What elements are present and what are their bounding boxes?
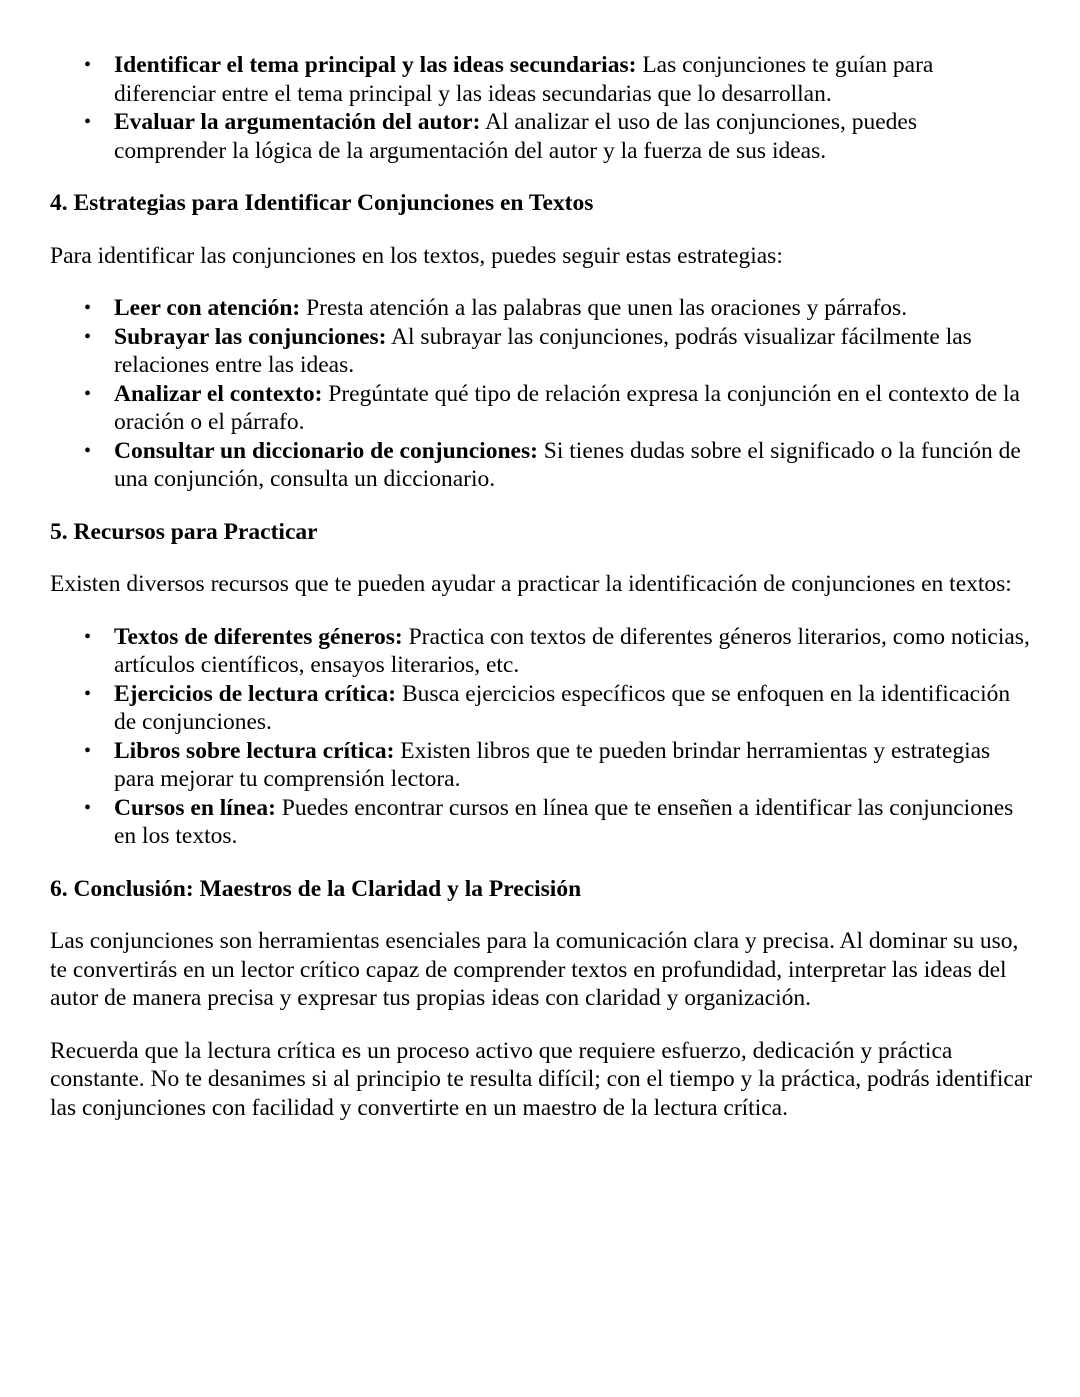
document-page	[50, 51, 1035, 1122]
section-5-intro: Existen diversos recursos que te pueden ayudar a practicar la identificación de conjunciones en textos:	[50, 571, 1012, 597]
list-item-text: Busca ejercicios específicos que se enfoquen en la identificación de conjunciones.	[114, 680, 1011, 735]
intro-bullet-list	[50, 51, 1035, 165]
list-item-term: Leer con atención:	[114, 295, 301, 321]
list-item	[114, 623, 1035, 680]
list-item-text: Al analizar el uso de las conjunciones, puedes comprender la lógica de la argumentación del autor y la fuerza de sus ideas.	[114, 109, 917, 164]
list-item-text: Pregúntate qué tipo de relación expresa la conjunción en el contexto de la oración o el párrafo.	[114, 380, 1020, 435]
section-6-heading: 6. Conclusión: Maestros de la Claridad y la Precisión	[50, 875, 582, 902]
list-item-term: Cursos en línea:	[114, 794, 276, 821]
list-item-term: Textos de diferentes géneros:	[114, 623, 403, 650]
list-item	[114, 323, 1035, 380]
list-item-term: Ejercicios de lectura crítica:	[114, 680, 397, 707]
list-item-text: Si tienes dudas sobre el significado o la función de una conjunción, consulta un diccionario.	[114, 437, 1021, 492]
list-item	[114, 680, 1035, 737]
list-item-term: Analizar el contexto:	[114, 380, 323, 407]
list-item	[114, 294, 1035, 323]
list-item-text: Las conjunciones te guían para diferenciar entre el tema principal y las ideas secundarias que lo desarrollan.	[114, 52, 934, 107]
list-item-term: Subrayar las conjunciones:	[114, 323, 387, 350]
list-item-text: Presta atención a las palabras que unen las oraciones y párrafos.	[300, 295, 908, 321]
section-5-heading: 5. Recursos para Practicar	[50, 518, 318, 545]
list-item	[114, 380, 1035, 437]
list-item	[114, 108, 1035, 165]
list-item-term: Identificar el tema principal y las ideas secundarias:	[114, 52, 637, 78]
list-item	[114, 437, 1035, 494]
list-item-term: Consultar un diccionario de conjunciones:	[114, 437, 538, 464]
section-4-intro: Para identificar las conjunciones en los textos, puedes seguir estas estrategias:	[50, 242, 783, 269]
list-item	[114, 737, 1035, 794]
list-item-text: Existen libros que te pueden brindar herramientas y estrategias para mejorar tu comprensión lectora.	[114, 737, 991, 792]
list-item	[114, 794, 1035, 851]
resources-list	[50, 623, 1035, 851]
list-item-text: Puedes encontrar cursos en línea que te enseñen a identificar las conjunciones en los textos.	[114, 794, 1014, 849]
list-item	[114, 51, 1035, 108]
conclusion-paragraph-1: Las conjunciones son herramientas esenciales para la comunicación clara y precisa. Al dominar su uso, te convertirás en un lector crítico capaz de comprender textos en profundidad, interpretar las ideas del autor de manera precisa y expresar tus propias ideas con claridad y organización.	[50, 928, 1019, 1011]
list-item-term: Evaluar la argumentación del autor:	[114, 109, 481, 135]
strategies-list	[50, 294, 1035, 494]
section-4-heading: 4. Estrategias para Identificar Conjunciones en Textos	[50, 190, 594, 216]
list-item-term: Libros sobre lectura crítica:	[114, 737, 395, 764]
list-item-text: Practica con textos de diferentes géneros literarios, como noticias, artículos científicos, ensayos literarios, etc.	[114, 623, 1030, 678]
conclusion-paragraph-2: Recuerda que la lectura crítica es un proceso activo que requiere esfuerzo, dedicación y práctica constante. No te desanimes si al principio te resulta difícil; con el tiempo y la práctica, podrás identificar las conjunciones con facilidad y convertirte en un maestro de la lectura crítica.	[50, 1037, 1033, 1121]
list-item-text: Al subrayar las conjunciones, podrás visualizar fácilmente las relaciones entre las ideas.	[114, 323, 972, 378]
